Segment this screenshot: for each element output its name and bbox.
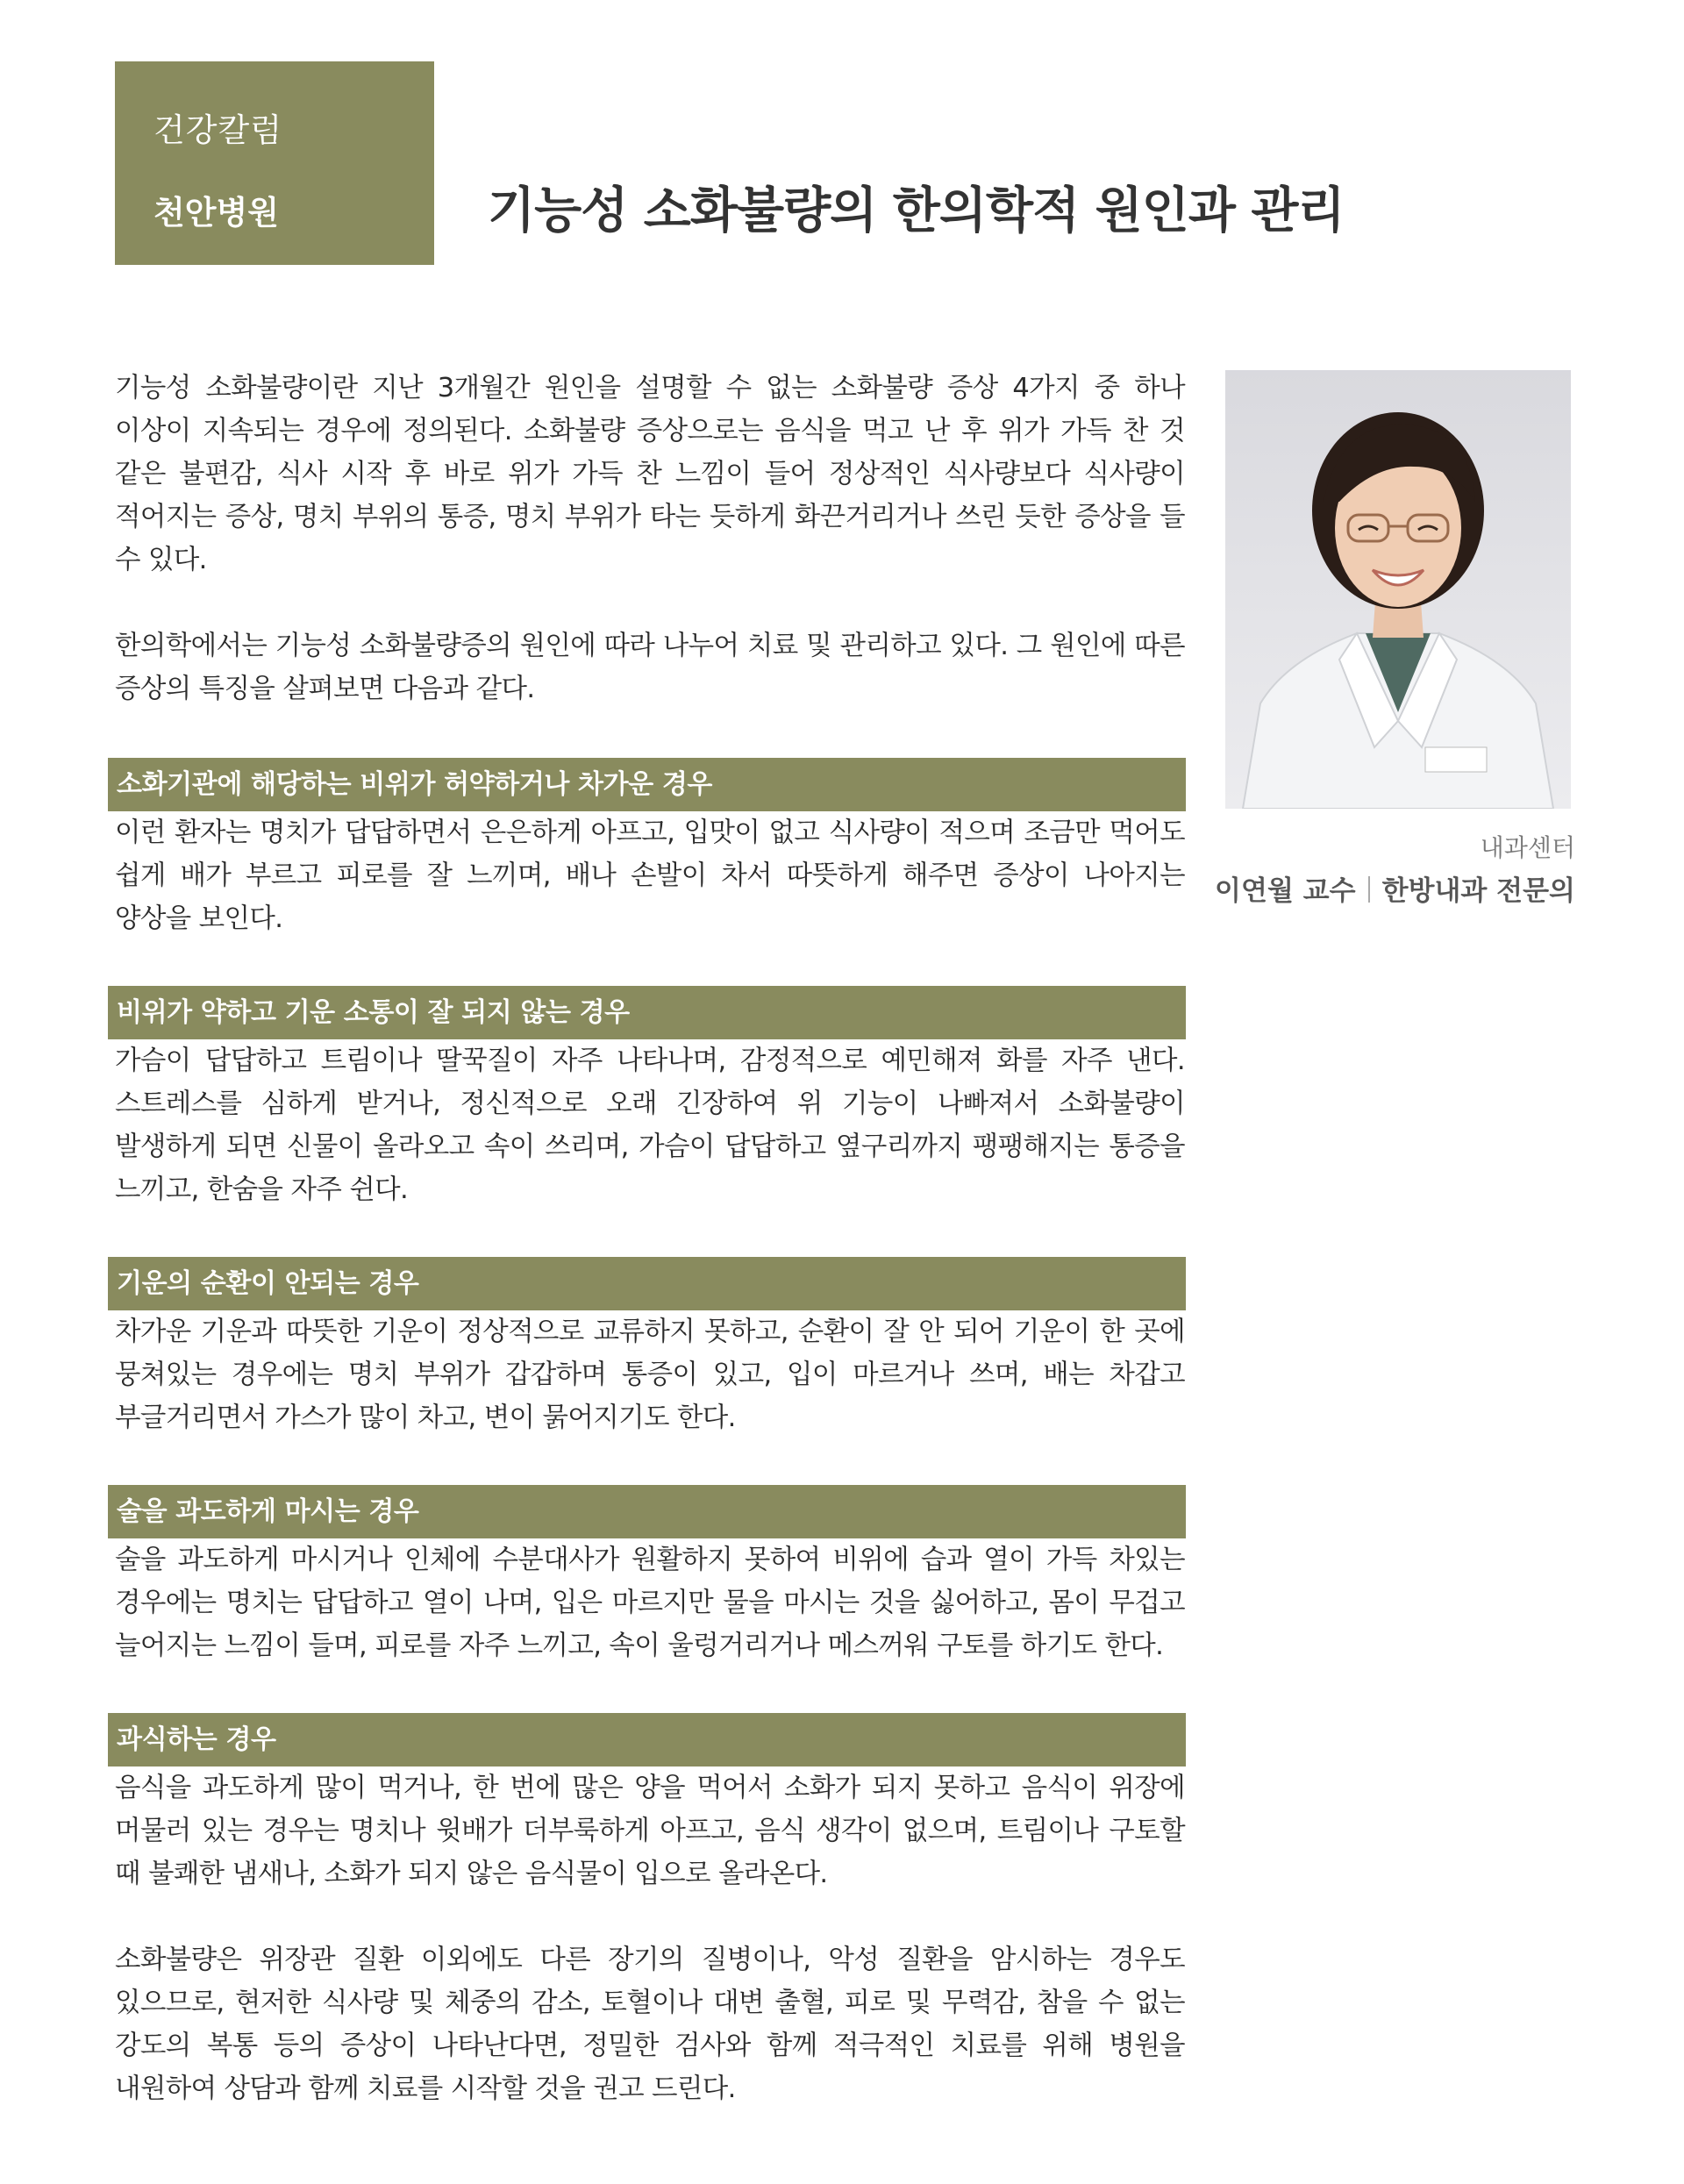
author-divider (1368, 876, 1370, 903)
hospital-name: 천안병원 (153, 194, 279, 232)
conclusion-paragraph: 소화불량은 위장관 질환 이외에도 다른 장기의 질병이나, 악성 질환을 암시하는 경우도 있으므로, 현저한 식사량 및 체중의 감소, 토혈이나 대변 출혈, 피로 및 무력감, 참을 수 없는 강도의 복통 등의 증상이 나타난다면, 정밀한 검사와 함께 적극적인 치료를 위해 병원을 내원하여 상담과 함께 치료를 시작할 것을 권고 드린다. (115, 1945, 1185, 2104)
page-title: 기능성 소화불량의 한의학적 원인과 관리 (488, 182, 1345, 239)
column-category: 건강칼럼 (153, 111, 282, 149)
doctor-portrait-illustration (1225, 370, 1571, 809)
author-department: 내과센터 (1480, 833, 1575, 862)
section-body-5: 음식을 과도하게 많이 먹거나, 한 번에 많은 양을 먹어서 소화가 되지 못하고 음식이 위장에 머물러 있는 경우는 명치나 윗배가 더부룩하게 아프고, 음식 생각이 없으며, 트림이나 구토할 때 불쾌한 냄새나, 소화가 되지 않은 음식물이 입으로 올라온다. (115, 1773, 1185, 1889)
section-heading-5: 과식하는 경우 (108, 1713, 1186, 1766)
intro-paragraph-1: 기능성 소화불량이란 지난 3개월간 원인을 설명할 수 없는 소화불량 증상 4가지 중 하나 이상이 지속되는 경우에 정의된다. 소화불량 증상으로는 음식을 먹고 난 후 위가 가득 찬 것 같은 불편감, 식사 시작 후 바로 위가 가득 찬 느낌이 들어 정상적인 식사량보다 식사량이 적어지는 증상, 명치 부위의 통증, 명치 부위가 타는 듯하게 화끈거리거나 쓰린 듯한 증상을 들 수 있다. (115, 373, 1185, 575)
section-heading-4: 술을 과도하게 마시는 경우 (108, 1485, 1186, 1538)
article-body (115, 367, 1185, 2110)
author-name: 이연월 교수 (1215, 875, 1356, 907)
doctor-photo (1225, 370, 1571, 809)
intro-paragraph-2: 한의학에서는 기능성 소화불량증의 원인에 따라 나누어 치료 및 관리하고 있다. 그 원인에 따른 증상의 특징을 살펴보면 다음과 같다. (115, 631, 1185, 704)
author-specialty: 한방내과 전문의 (1381, 875, 1575, 907)
section-body-1: 이런 환자는 명치가 답답하면서 은은하게 아프고, 입맛이 없고 식사량이 적으며 조금만 먹어도 쉽게 배가 부르고 피로를 잘 느끼며, 배나 손발이 차서 따뜻하게 해주면 증상이 나아지는 양상을 보인다. (115, 817, 1185, 934)
column-badge (115, 61, 434, 265)
section-heading-3: 기운의 순환이 안되는 경우 (108, 1257, 1186, 1310)
section-body-2: 가슴이 답답하고 트림이나 딸꾹질이 자주 나타나며, 감정적으로 예민해져 화를 자주 낸다. 스트레스를 심하게 받거나, 정신적으로 오래 긴장하여 위 기능이 나빠져서 소화불량이 발생하게 되면 신물이 올라오고 속이 쓰리며, 가슴이 답답하고 옆구리까지 팽팽해지는 통증을 느끼고, 한숨을 자주 쉰다. (115, 1046, 1185, 1205)
section-heading-1: 소화기관에 해당하는 비위가 허약하거나 차가운 경우 (108, 758, 1186, 811)
author-credit (1215, 868, 1575, 908)
section-body-4: 술을 과도하게 마시거나 인체에 수분대사가 원활하지 못하여 비위에 습과 열이 가득 차있는 경우에는 명치는 답답하고 열이 나며, 입은 마르지만 물을 마시는 것을 싫어하고, 몸이 무겁고 늘어지는 느낌이 들며, 피로를 자주 느끼고, 속이 울렁거리거나 메스꺼워 구토를 하기도 한다. (115, 1545, 1185, 1661)
section-body-3: 차가운 기운과 따뜻한 기운이 정상적으로 교류하지 못하고, 순환이 잘 안 되어 기운이 한 곳에 뭉쳐있는 경우에는 명치 부위가 갑갑하며 통증이 있고, 입이 마르거나 쓰며, 배는 차갑고 부글거리면서 가스가 많이 차고, 변이 묽어지기도 한다. (115, 1317, 1185, 1433)
section-heading-2: 비위가 약하고 기운 소통이 잘 되지 않는 경우 (108, 986, 1186, 1039)
